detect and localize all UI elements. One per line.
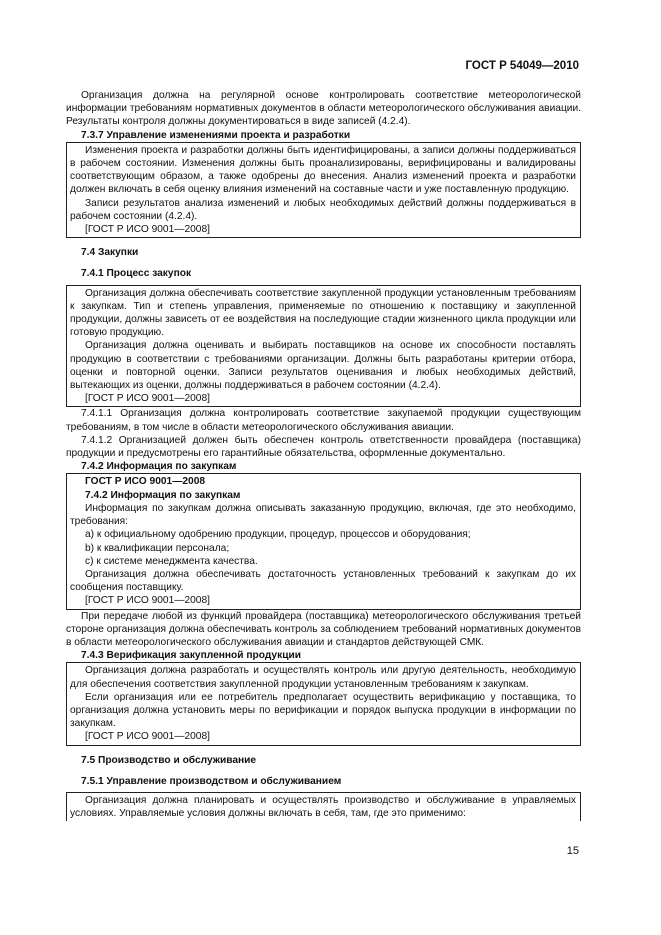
section-heading: 7.4.3 Верификация закупленной продукции	[81, 650, 301, 662]
section-heading: 7.4.1 Процесс закупок	[81, 268, 192, 280]
quoted-standard-box	[66, 473, 581, 609]
list-item: с) к системе менеджмента качества.	[85, 555, 258, 567]
section-heading: 7.5.1 Управление производством и обслуживанием	[81, 775, 342, 787]
quoted-standard-box	[66, 792, 581, 821]
paragraph: Если организация или ее потребитель предполагает осуществить верификацию у поставщика, то организация должна установить меры по верификации и порядок выпуска продукции в информации по закупкам.	[70, 691, 576, 730]
standard-title: ГОСТ Р ИСО 9001—2008	[85, 476, 206, 488]
document-body	[66, 89, 581, 821]
reference: [ГОСТ Р ИСО 9001—2008]	[85, 393, 210, 405]
section-heading: 7.4 Закупки	[81, 247, 139, 259]
paragraph: 7.4.1.1 Организация должна контролировать соответствие закупаемой продукции существующим требованиям, в том числе в области метеорологического обслуживания авиации.	[66, 408, 581, 433]
paragraph: Изменения проекта и разработки должны быть идентифицированы, а записи должны поддерживаться в рабочем состоянии. Изменения должны быть проанализированы, верифицированы и валидированы соответствующим образом, а также одобрены до внесения. Анализ изменений проекта и разработки должен включать в себя оценку влияния изменений на составные части и уже поставленную продукцию.	[70, 144, 576, 196]
paragraph: 7.4.1.2 Организацией должен быть обеспечен контроль ответственности провайдера (поставщика) продукции и предусмотрены его гарантийные обязательства, оформленные документально.	[66, 434, 581, 460]
reference: [ГОСТ Р ИСО 9001—2008]	[85, 731, 210, 743]
paragraph: Организация должна разработать и осуществлять контроль или другую деятельность, необходимую для обеспечения соответствия закупленной продукции установленным требованиям к закупкам.	[70, 665, 576, 690]
paragraph: Организация должна на регулярной основе контролировать соответствие метеорологической информации требованиям нормативных документов в области метеорологического обслуживания авиации. Результаты контроля должны документироваться в виде записей (4.2.4).	[66, 90, 581, 128]
paragraph: Организация должна обеспечивать соответствие закупленной продукции установленным требованиям к закупкам. Тип и степень управления, применяемые по отношению к поставщику и закупленной продукции, должны зависеть от ее воздействия на последующие стадии жизненного цикла продукции или готовую продукцию.	[70, 287, 576, 339]
reference: [ГОСТ Р ИСО 9001—2008]	[85, 595, 210, 607]
paragraph: При передаче любой из функций провайдера (поставщика) метеорологического обслуживания третьей стороне организация должна обеспечивать контроль за соблюдением требований нормативных документов в области метеорологического обслуживания авиации и стандартов действующей СМК.	[66, 610, 581, 648]
section-heading: 7.3.7 Управление изменениями проекта и разработки	[81, 129, 351, 141]
paragraph: Организация должна обеспечивать достаточность установленных требований к закупкам до их сообщения поставщику.	[70, 568, 576, 594]
paragraph: Информация по закупкам должна описывать заказанную продукцию, включая, где это необходимо, требования:	[70, 502, 576, 528]
quoted-standard-box	[66, 662, 581, 745]
section-heading: 7.4.2 Информация по закупкам	[81, 461, 237, 473]
section-heading: 7.5 Производство и обслуживание	[81, 754, 257, 766]
quoted-standard-box	[66, 285, 581, 408]
list-item: а) к официальному одобрению продукции, процедур, процессов и оборудования;	[85, 529, 471, 541]
quoted-standard-box	[66, 142, 581, 238]
section-heading: 7.4.2 Информация по закупкам	[85, 489, 241, 501]
paragraph: Организация должна планировать и осуществлять производство и обслуживание в управляемых условиях. Управляемые условия должны включать в себя, там, где это применимо:	[70, 794, 576, 820]
page-number: 15	[566, 845, 579, 857]
list-item: b) к квалификации персонала;	[85, 542, 230, 554]
standard-code-header: ГОСТ Р 54049—2010	[465, 60, 579, 72]
paragraph: Организация должна оценивать и выбирать поставщиков на основе их способности поставлять продукцию в соответствии с требованиями организации. Должны быть разработаны критерии отбора, оценки и повторной оценки. Записи результатов оценивания и любых необходимых действий, вытекающих из оценки, должны поддерживаться в рабочем состоянии (4.2.4).	[70, 340, 576, 392]
reference: [ГОСТ Р ИСО 9001—2008]	[85, 224, 210, 236]
paragraph: Записи результатов анализа изменений и любых необходимых действий должны поддерживаться в рабочем состоянии (4.2.4).	[70, 197, 576, 222]
